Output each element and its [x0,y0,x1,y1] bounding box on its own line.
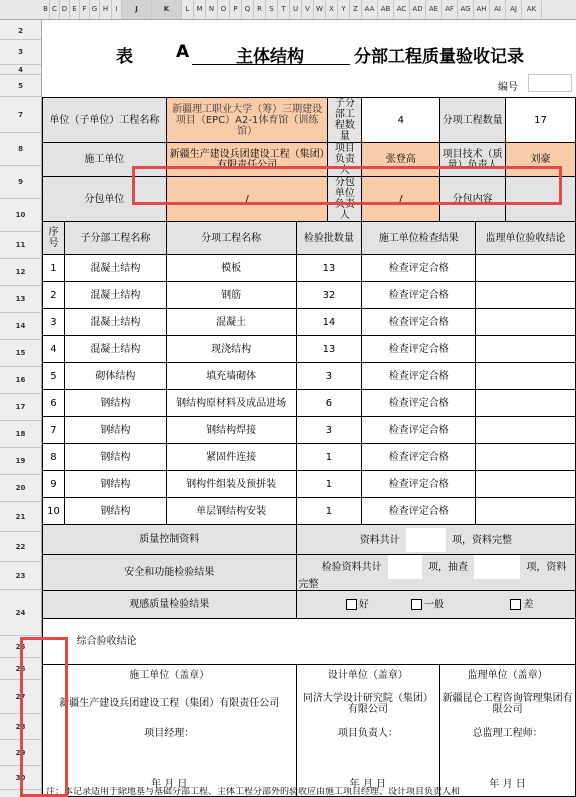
column-header-q[interactable]: Q [242,0,254,19]
sub-count-label: 子分部工程数量 [328,98,362,143]
column-header-f[interactable]: F [80,0,90,19]
row-header-23[interactable]: 23 [0,562,41,590]
table-row [43,255,576,282]
table-row [43,336,576,363]
builder-sign-blank [43,747,297,773]
row-check[interactable]: 检查评定合格 [362,444,476,471]
row-item[interactable]: 钢结构焊接 [166,417,296,444]
safety-suffix: 项，资料完整 [298,562,567,590]
column-header-k[interactable]: K [152,0,182,19]
row-item[interactable]: 钢结构原材料及成品进场 [166,390,296,417]
column-header-u[interactable]: U [290,0,302,19]
builder-sign-date[interactable]: 年 月 日 [43,773,297,797]
row-header-30[interactable]: 30 [0,766,41,790]
bad-checkbox[interactable] [510,599,521,610]
fair-label: 一般 [424,599,445,611]
footnote: 注：本记录适用于除地基与基础分部工程、主体工程分部外的验收应由施工项目经理、设计项目负责人和 [46,787,461,797]
row-header-16[interactable]: 16 [0,367,41,394]
table-row [43,390,576,417]
row-header-3[interactable]: 3 [0,40,41,65]
row-check[interactable]: 检查评定合格 [362,471,476,498]
super-sign-person[interactable]: 总监理工程师： [440,721,576,747]
title-letter: A [176,42,190,62]
design-sign-name[interactable]: 同济大学设计研究院（集团）有限公司 [296,687,440,721]
row-item[interactable]: 单层钢结构安装 [166,498,296,525]
qc-result[interactable] [296,525,576,555]
good-label: 好 [358,599,369,611]
row-no: 1 [43,255,65,282]
super-sign-title: 监理单位（盖章） [440,665,576,687]
row-header-25[interactable]: 25 [0,636,41,658]
row-sub[interactable]: 钢结构 [64,471,166,498]
column-header-aa[interactable]: AA [362,0,378,19]
table-row [43,309,576,336]
column-header-y[interactable]: Y [338,0,350,19]
builder-value[interactable]: 新疆生产建设兵团建设工程（集团）有限责任公司 [166,143,328,177]
row-sub[interactable]: 钢结构 [64,417,166,444]
sub-unit-value[interactable]: / [166,177,328,222]
row-check[interactable]: 检查评定合格 [362,255,476,282]
conclusion-value[interactable] [166,619,575,665]
title-division: 主体结构 [236,47,304,67]
safety-count-input[interactable] [388,555,422,579]
row-header-28[interactable]: 28 [0,714,41,740]
row-header-20[interactable]: 20 [0,475,41,502]
column-header-e[interactable]: E [70,0,80,19]
row-item[interactable]: 现浇结构 [166,336,296,363]
row-supervise[interactable] [476,417,576,444]
row-sub[interactable]: 混凝土结构 [64,309,166,336]
column-header-s[interactable]: S [266,0,278,19]
qc-count-input[interactable] [406,528,446,552]
row-no: 2 [43,282,65,309]
good-checkbox[interactable] [346,599,357,610]
row-no: 4 [43,336,65,363]
highlight-box-signature [20,637,68,797]
sub-pm-value[interactable]: / [362,177,440,222]
header-item: 分项工程名称 [166,222,296,255]
row-item[interactable]: 钢筋 [166,282,296,309]
column-header-ab[interactable]: AB [378,0,394,19]
row-header-13[interactable]: 13 [0,286,41,313]
header-supervise: 监理单位验收结论 [476,222,576,255]
highlight-box-subcontract [132,166,562,205]
tech-value[interactable]: 刘豪 [506,143,576,177]
unit-name-value[interactable]: 新疆理工职业大学（筹）三期建设项目（EPC）A2-1体育馆（训练馆） [166,98,328,143]
row-supervise[interactable] [476,498,576,525]
qc-total-label: 资料共计 [359,534,400,546]
row-check[interactable]: 检查评定合格 [362,363,476,390]
row-header-21[interactable]: 21 [0,502,41,532]
row-batch[interactable]: 13 [296,336,362,363]
row-sub[interactable]: 钢结构 [64,498,166,525]
row-header-10[interactable]: 10 [0,199,41,232]
qc-suffix: 项，资料完整 [452,534,513,546]
header-no: 序号 [43,222,65,255]
row-sub[interactable]: 砌体结构 [64,363,166,390]
row-header-24[interactable]: 24 [0,590,41,636]
row-header-5[interactable]: 5 [0,75,41,97]
look-options [296,591,576,619]
row-header-12[interactable]: 12 [0,259,41,286]
builder-label: 施工单位 [43,143,167,177]
row-item[interactable]: 钢构件组装及预拼装 [166,471,296,498]
row-supervise[interactable] [476,363,576,390]
column-header-aj[interactable]: AJ [506,0,522,19]
code-input[interactable] [528,74,572,92]
row-header-29[interactable]: 29 [0,740,41,766]
row-item[interactable]: 填充墙砌体 [166,363,296,390]
header-sub: 子分部工程名称 [64,222,166,255]
table-row [43,471,576,498]
row-batch[interactable]: 3 [296,363,362,390]
column-header-t[interactable]: T [278,0,290,19]
table-row [43,282,576,309]
pm-value[interactable]: 张登高 [362,143,440,177]
row-no: 3 [43,309,65,336]
column-header-z[interactable]: Z [350,0,362,19]
item-count-label: 分项工程数量 [440,98,506,143]
row-header-27[interactable]: 27 [0,680,41,714]
conclusion-label: 综合验收结论 [43,619,167,665]
row-batch[interactable]: 14 [296,309,362,336]
row-header-8[interactable]: 8 [0,133,41,166]
table-row [43,498,576,525]
row-batch[interactable]: 1 [296,498,362,525]
row-supervise[interactable] [476,255,576,282]
design-sign-blank [296,747,440,773]
row-header-18[interactable]: 18 [0,421,41,448]
column-header-j[interactable]: J [122,0,152,19]
sub-content-label: 分包内容 [440,177,506,222]
row-header-9[interactable]: 9 [0,166,41,199]
row-check[interactable]: 检查评定合格 [362,417,476,444]
column-header-bar [0,0,576,20]
design-sign-title: 设计单位（盖章） [296,665,440,687]
row-supervise[interactable] [476,309,576,336]
column-header-n[interactable]: N [206,0,218,19]
column-header-o[interactable]: O [218,0,230,19]
row-supervise[interactable] [476,390,576,417]
row-item[interactable]: 模板 [166,255,296,282]
code-label: 编号 [498,82,518,93]
title-underline [192,64,350,65]
row-no: 9 [43,471,65,498]
row-batch[interactable]: 13 [296,255,362,282]
row-header-15[interactable]: 15 [0,340,41,367]
qc-label: 质量控制资料 [43,525,297,555]
column-header-i[interactable]: I [112,0,122,19]
row-header-17[interactable]: 17 [0,394,41,421]
column-header-af[interactable]: AF [442,0,458,19]
row-batch[interactable]: 6 [296,390,362,417]
column-header-v[interactable]: V [302,0,314,19]
row-header-19[interactable]: 19 [0,448,41,475]
header-batch: 检验批数量 [296,222,362,255]
row-batch[interactable]: 3 [296,417,362,444]
column-header-x[interactable]: X [326,0,338,19]
sub-count-value[interactable]: 4 [362,98,440,143]
row-no: 6 [43,390,65,417]
row-sub[interactable]: 钢结构 [64,444,166,471]
row-supervise[interactable] [476,282,576,309]
column-header-w[interactable]: W [314,0,326,19]
column-header-r[interactable]: R [254,0,266,19]
row-header-14[interactable]: 14 [0,313,41,340]
column-header-d[interactable]: D [60,0,70,19]
row-sub[interactable]: 钢结构 [64,390,166,417]
column-header-c[interactable]: C [50,0,60,19]
super-sign-name[interactable]: 新疆昆仑工程咨询管理集团有限公司 [440,687,576,721]
row-supervise[interactable] [476,336,576,363]
column-header-g[interactable]: G [90,0,100,19]
row-header-2[interactable]: 2 [0,22,41,40]
header-check: 施工单位检查结果 [362,222,476,255]
row-header-22[interactable]: 22 [0,532,41,562]
unit-name-label: 单位（子单位）工程名称 [43,98,167,143]
safety-mid: 项，抽查 [428,562,469,573]
column-header-h[interactable]: H [100,0,112,19]
super-sign-date[interactable]: 年 月 日 [440,773,576,797]
safety-label: 安全和功能检验结果 [43,555,297,591]
title-main: 分部工程质量验收记录 [354,47,524,67]
builder-sign-title: 施工单位（盖章） [43,665,297,687]
row-header-7[interactable]: 7 [0,97,41,133]
sub-pm-label: 分包单位负责人 [328,177,362,222]
column-header-m[interactable]: M [194,0,206,19]
row-check[interactable]: 检查评定合格 [362,282,476,309]
row-check[interactable]: 检查评定合格 [362,309,476,336]
sub-unit-label: 分包单位 [43,177,167,222]
builder-sign-person[interactable]: 项目经理： [43,721,297,747]
bad-label: 差 [523,599,534,611]
row-sub[interactable]: 混凝土结构 [64,255,166,282]
design-sign-person[interactable]: 项目负责人： [296,721,440,747]
row-check[interactable]: 检查评定合格 [362,390,476,417]
column-header-p[interactable]: P [230,0,242,19]
pm-label: 项目负责人 [328,143,362,177]
row-item[interactable]: 混凝土 [166,309,296,336]
row-check[interactable]: 检查评定合格 [362,498,476,525]
title-prefix: 表 [116,47,133,67]
row-no: 8 [43,444,65,471]
column-header-l[interactable]: L [182,0,194,19]
row-supervise[interactable] [476,471,576,498]
item-count-value[interactable]: 17 [506,98,576,143]
fair-checkbox[interactable] [411,599,422,610]
table-row [43,363,576,390]
column-header-ad[interactable]: AD [410,0,426,19]
row-header-26[interactable]: 26 [0,658,41,680]
row-item[interactable]: 紧固件连接 [166,444,296,471]
column-header-ai[interactable]: AI [490,0,506,19]
column-header-ak[interactable]: AK [522,0,542,19]
table-row [43,444,576,471]
column-header-b[interactable]: B [42,0,50,19]
design-sign-date[interactable]: 年 月 日 [296,773,440,797]
row-check[interactable]: 检查评定合格 [362,336,476,363]
column-header-ah[interactable]: AH [474,0,490,19]
table-row [43,417,576,444]
row-batch[interactable]: 1 [296,471,362,498]
row-sub[interactable]: 混凝土结构 [64,336,166,363]
row-supervise[interactable] [476,444,576,471]
safety-sample-input[interactable] [474,555,520,579]
row-batch[interactable]: 1 [296,444,362,471]
column-header-ae[interactable]: AE [426,0,442,19]
row-no: 7 [43,417,65,444]
row-header-4[interactable]: 4 [0,65,41,75]
row-sub[interactable]: 混凝土结构 [64,282,166,309]
row-batch[interactable]: 32 [296,282,362,309]
column-header-ac[interactable]: AC [394,0,410,19]
column-header-ag[interactable]: AG [458,0,474,19]
row-header-11[interactable]: 11 [0,232,41,259]
super-sign-blank [440,747,576,773]
row-no: 5 [43,363,65,390]
tech-label: 项目技术（质量）负责人 [440,143,506,177]
safety-total-label: 检验资料共计 [321,562,382,573]
builder-sign-name[interactable]: 新疆生产建设兵团建设工程（集团）有限责任公司 [43,687,297,721]
look-label: 观感质量检验结果 [43,591,297,619]
row-no: 10 [43,498,65,525]
safety-result[interactable] [296,555,576,591]
